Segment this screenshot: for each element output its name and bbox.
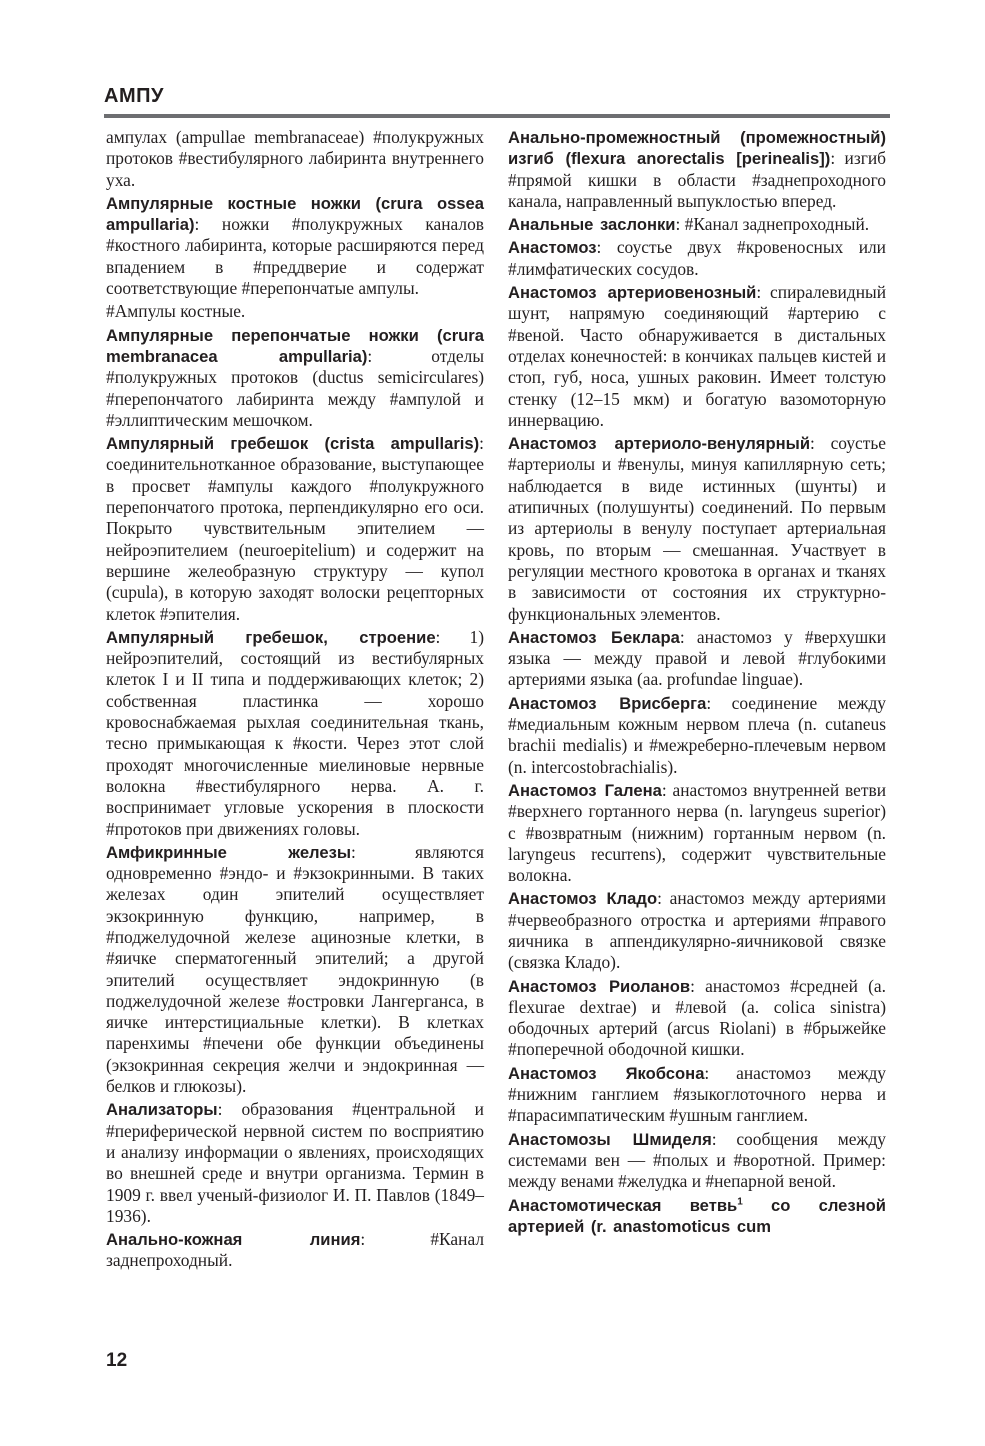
- entry-definition: : отделы #полукружных протоков (ductus semicirculares) #перепончатого лабиринта между #ампулой и #эллиптическим мешочком.: [106, 345, 485, 430]
- entry-definition: : анастомоз у #верхушки языка — между правой и левой #глубокими артериями языка (aa. profundae linguae).: [508, 626, 887, 690]
- dictionary-entry: [106, 842, 484, 1098]
- entry-definition: : соустье #артериолы и #венулы, минуя капиллярную сеть; наблюдается в виде истинных (шунты) и атипичных (полушунты) соединений. По первым из артериолы в венулу поступает артериальная кровь, по вторым — смешанная. Участвует в регуляции местного кровотока в органах и тканях в зависимости от состояния их структурно-функциональных элементов.: [508, 433, 886, 624]
- running-head: АМПУ: [104, 85, 164, 107]
- entry-definition: ампулах (ampullae membranaceae) #полукружных протоков #вестибулярного лабиринта внутреннего уха.: [106, 127, 484, 190]
- entry-term: Анальные заслонки: [508, 215, 676, 235]
- page-header: [104, 84, 890, 118]
- entry-term: Анастомоз Якобсона: [508, 1063, 705, 1083]
- dictionary-entry: [508, 693, 886, 778]
- dictionary-entry: [508, 976, 886, 1061]
- dictionary-entry: [106, 301, 484, 322]
- entry-term: Анастомоз Кладо: [508, 889, 658, 909]
- entry-definition: : соустье двух #кровеносных или #лимфатических сосудов.: [508, 237, 886, 279]
- entry-term: Ампулярные перепончатые ножки (crura membranacea ampullaria): [106, 325, 484, 366]
- entry-term: Анастомоз артериоло-венулярный: [508, 434, 811, 454]
- entry-term: Анастомозы Шмиделя: [508, 1129, 712, 1149]
- dictionary-entry: [508, 237, 886, 280]
- entry-definition: : анастомоз внутренней ветви #верхнего гортанного нерва (n. laryngeus superior) с #возвратным (нижним) гортанным нервом (n. laryngeus recurrens), содержит чувствительные волокна.: [508, 779, 886, 886]
- dictionary-entry: [106, 1229, 484, 1272]
- entry-definition: : сообщения между системами вен — #полых и #воротной. Пример: между венами #желудка и #непарной веной.: [508, 1128, 886, 1192]
- entry-term: Амфикринные железы: [106, 842, 352, 862]
- dictionary-entry: [508, 282, 886, 431]
- dictionary-columns: [106, 127, 886, 1274]
- dictionary-entry: [106, 193, 484, 299]
- entry-term: Анально-кожная линия: [106, 1230, 361, 1250]
- right-column: [508, 127, 886, 1274]
- dictionary-entry: [508, 1063, 886, 1127]
- left-column: [106, 127, 484, 1274]
- entry-definition: : анастомоз между артериями #червеобразного отростка и артериями #правого яичника в аппендикулярно-яичниковой связке (связка Кладо).: [508, 888, 886, 973]
- entry-term: Анастомотическая ветвь$^1$ со слезной артерией (r. anastomoticus cum: [508, 1195, 886, 1236]
- dictionary-entry: [508, 127, 886, 212]
- entry-definition: : анастомоз между #нижним ганглием #языкоглоточного нерва и #парасимпатическим #ушным ганглием.: [508, 1062, 886, 1126]
- dictionary-entry: [508, 1195, 886, 1238]
- entry-term: Ампулярные костные ножки (crura ossea ampullaria): [106, 193, 484, 235]
- entry-definition: : изгиб #прямой кишки в области #заднепроходного канала, направленный выпуклостью вперед.: [508, 148, 886, 211]
- entry-definition: : #Канал заднепроходный.: [675, 214, 870, 235]
- entry-definition: #Ампулы костные.: [106, 301, 246, 322]
- dictionary-entry: [106, 1099, 484, 1227]
- entry-term: Анастомоз Галена: [508, 780, 662, 800]
- dictionary-entry: [106, 127, 484, 191]
- entry-definition: : анастомоз #средней (a. flexurae dextrae) и #левой (a. colica sinistra) ободочных артерий (arcus Riolani) в #брыжейке #поперечной ободочной кишки.: [508, 975, 886, 1060]
- entry-definition: : 1) нейроэпителий, состоящий из вестибулярных клеток I и II типа и поддерживающих клеток; 2) собственная пластинка — хорошо кровоснабжаемая рыхлая соединительная ткань, тесно примыкающая к #кости. Через этот слой проходят многочисленные миелиновые нервные волокна #вестибулярного нерва. А. г. воспринимает угловые ускорения в плоскости #протоков при движениях головы.: [106, 626, 484, 839]
- entry-definition: : являются одновременно #эндо- и #экзокринными. В таких железах один эпителий осуществляет экзокринную функцию, например, в #поджелудочной железе ацинозные клетки, в #яичке сперматогенный эпителий; а другой эпителий осуществляет эндокринную (в поджелудочной железе #островки Лангерганса, в яичке интерстициальные клетки). В клетках паренхимы #печени обе функции объединены (экзокринная секреция желчи и эндокринная — белков и глюкозы).: [106, 841, 484, 1097]
- entry-term: Анастомоз: [508, 238, 597, 258]
- entry-term: Ампулярный гребешок, строение: [106, 627, 436, 647]
- page-number: 12: [106, 1350, 128, 1371]
- dictionary-entry: [508, 888, 886, 973]
- entry-definition: : соединительнотканное образование, выступающее в просвет #ампулы каждого #полукружного перепончатого протока, перпендикулярно его оси. Покрыто чувствительным эпителием — нейроэпителием (neuroepitelium) и содержит на вершине желеобразную структуру — купол (cupula), в которую заходят волоски рецепторных клеток #эпителия.: [106, 433, 484, 624]
- entry-term: Анально-промежностный (промежностный) изгиб (flexura anorectalis [perinealis]): [508, 128, 886, 169]
- entry-definition: : #Канал заднепроходный.: [106, 1229, 484, 1271]
- dictionary-entry: [106, 325, 484, 431]
- entry-term: Анастомоз Врисберга: [508, 693, 707, 713]
- entry-term: Анастомоз Риоланов: [508, 976, 691, 996]
- header-rule: [104, 114, 890, 118]
- dictionary-entry: [508, 433, 886, 625]
- dictionary-entry: [508, 214, 886, 235]
- entry-term: Анализаторы: [106, 1100, 218, 1120]
- dictionary-entry: [508, 1129, 886, 1193]
- dictionary-entry: [106, 627, 484, 840]
- dictionary-entry: [508, 627, 886, 691]
- entry-definition: : спиралевидный шунт, напрямую соединяющий #артерию с #веной. Часто обнаруживается в дистальных отделах конечностей: в кончиках пальцев кистей и стоп, губ, носа, ушных раковин. Имеет толстую стенку (12–15 мкм) и богатую вазомоторную иннервацию.: [508, 282, 886, 430]
- entry-term: Анастомоз артериовенозный: [508, 283, 757, 303]
- dictionary-entry: [106, 433, 484, 625]
- entry-term: Анастомоз Беклара: [508, 627, 680, 647]
- dictionary-entry: [508, 780, 886, 886]
- entry-definition: : образования #центральной и #периферической нервной систем по восприятию и анализу информации о явлениях, происходящих во внешней среде и внутри организма. Термин в 1909 г. ввел ученый-физиолог И. П. Павлов (1849–1936).: [106, 1099, 484, 1226]
- entry-term: Ампулярный гребешок (crista ampullaris): [106, 434, 480, 454]
- entry-definition: : ножки #полукружных каналов #костного лабиринта, которые расширяются перед впадением в #преддверие и содержат соответствующие #перепончатые ампулы.: [106, 214, 484, 299]
- entry-definition: : соединение между #медиальным кожным нервом плеча (n. cutaneus brachii medialis) и #межреберно-плечевым нервом (n. intercostobrachialis).: [508, 692, 886, 777]
